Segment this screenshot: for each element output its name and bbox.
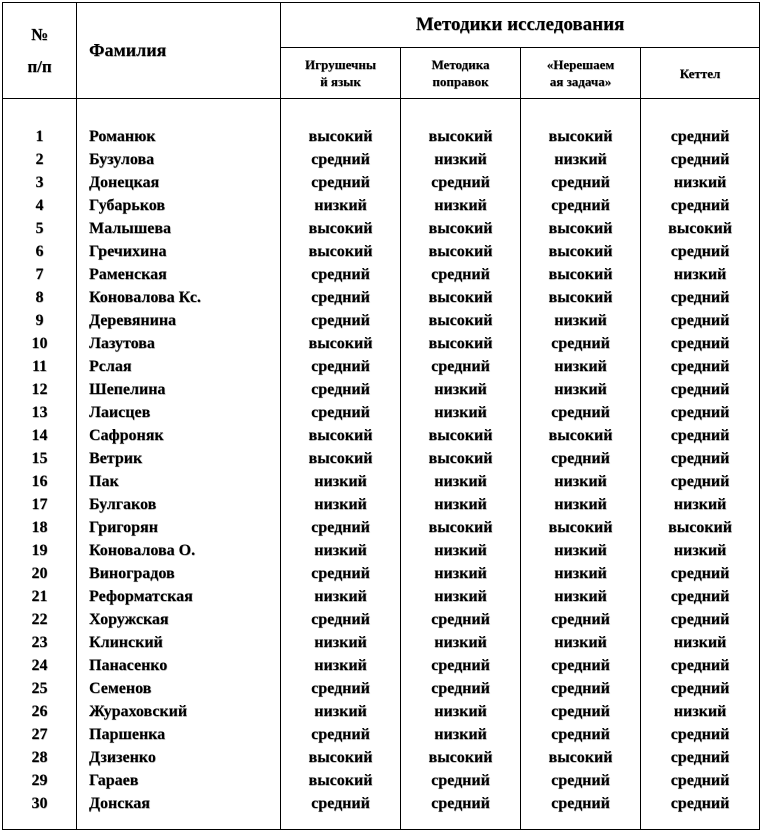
row-corrections-level: низкий [434, 565, 487, 582]
row-cattell-level: низкий [673, 496, 727, 513]
row-corrections-level: средний [431, 795, 490, 812]
row-surname: Лаисцев [89, 404, 151, 421]
row-corrections-level: средний [431, 174, 490, 191]
document-page [2, 2, 759, 830]
row-corrections-level: низкий [434, 473, 487, 490]
row-corrections-level: низкий [434, 703, 487, 720]
row-toy-language-level: высокий [308, 335, 373, 352]
row-surname: Деревянина [89, 312, 177, 329]
header-number-line2: п/п [27, 56, 52, 76]
row-surname: Хоружская [89, 611, 169, 628]
row-surname: Донецкая [89, 174, 160, 191]
row-surname: Сафроняк [89, 427, 164, 444]
row-unsolvable-task-level: средний [551, 680, 610, 697]
row-toy-language-level: низкий [314, 197, 367, 214]
row-toy-language-level: низкий [314, 703, 367, 720]
row-cattell-level: средний [670, 404, 730, 421]
row-surname: Лазутова [89, 335, 155, 352]
row-corrections-level: средний [431, 358, 490, 375]
row-number: 13 [31, 404, 48, 421]
row-cattell-level: средний [670, 335, 730, 352]
row-toy-language-level: средний [311, 565, 370, 582]
row-unsolvable-task-level: высокий [548, 220, 613, 237]
row-number: 30 [31, 795, 48, 812]
row-number: 8 [35, 289, 44, 306]
row-corrections-level: средний [431, 772, 490, 789]
header-methods-group: Методики исследования [281, 3, 760, 48]
row-number: 22 [31, 611, 48, 628]
row-corrections-level: низкий [434, 381, 487, 398]
column-corrections [401, 99, 521, 830]
row-unsolvable-task-level: высокий [548, 289, 613, 306]
row-surname: Рслая [89, 358, 132, 375]
row-toy-language-level: низкий [314, 634, 367, 651]
row-cattell-level: средний [670, 795, 730, 812]
row-unsolvable-task-level: высокий [548, 427, 613, 444]
row-number: 6 [35, 243, 44, 260]
row-surname: Коновалова О. [89, 542, 196, 559]
row-surname: Семенов [89, 680, 152, 697]
row-toy-language-level: высокий [308, 749, 373, 766]
row-unsolvable-task-level: средний [551, 703, 610, 720]
row-corrections-level: низкий [434, 726, 487, 743]
row-unsolvable-task-level: высокий [548, 128, 613, 145]
row-unsolvable-task-level: низкий [554, 381, 607, 398]
column-number [3, 99, 77, 830]
row-cattell-level: средний [670, 588, 730, 605]
row-corrections-level: высокий [428, 427, 493, 444]
row-surname: Ветрик [89, 450, 143, 467]
row-surname: Жураховский [89, 703, 188, 720]
row-number: 29 [31, 772, 48, 789]
row-cattell-level: средний [670, 473, 730, 490]
row-toy-language-level: средний [311, 266, 370, 283]
row-number: 27 [31, 726, 48, 743]
row-cattell-level: низкий [673, 634, 727, 651]
row-surname: Гараев [89, 772, 139, 789]
row-surname: Клинский [89, 634, 163, 651]
row-number: 23 [31, 634, 48, 651]
row-toy-language-level: средний [311, 289, 370, 306]
header-method-line: «Нерешаем [546, 57, 615, 72]
row-corrections-level: высокий [428, 312, 493, 329]
row-cattell-level: средний [670, 427, 730, 444]
row-corrections-level: высокий [428, 450, 493, 467]
row-toy-language-level: высокий [308, 427, 373, 444]
row-unsolvable-task-level: средний [551, 450, 610, 467]
row-toy-language-level: средний [311, 611, 370, 628]
row-number: 26 [31, 703, 48, 720]
row-cattell-level: средний [670, 565, 730, 582]
row-toy-language-level: средний [311, 680, 370, 697]
row-corrections-level: высокий [428, 128, 493, 145]
row-unsolvable-task-level: низкий [554, 151, 607, 168]
row-surname: Булгаков [89, 496, 157, 513]
row-corrections-level: средний [431, 680, 490, 697]
row-cattell-level: средний [670, 611, 730, 628]
row-corrections-level: низкий [434, 197, 487, 214]
row-number: 15 [31, 450, 48, 467]
row-cattell-level: высокий [668, 519, 732, 536]
row-surname: Пак [89, 473, 119, 490]
row-corrections-level: низкий [434, 542, 487, 559]
row-number: 14 [31, 427, 48, 444]
row-toy-language-level: низкий [314, 496, 367, 513]
row-unsolvable-task-level: средний [551, 404, 610, 421]
row-unsolvable-task-level: средний [551, 611, 610, 628]
row-cattell-level: низкий [673, 174, 727, 191]
row-surname: Раменская [89, 266, 167, 283]
row-corrections-level: высокий [428, 749, 493, 766]
row-number: 16 [31, 473, 48, 490]
row-cattell-level: средний [670, 772, 730, 789]
row-corrections-level: низкий [434, 588, 487, 605]
row-cattell-level: высокий [668, 220, 732, 237]
row-number: 4 [35, 197, 44, 214]
row-surname: Бузулова [89, 151, 155, 168]
row-number: 20 [31, 565, 48, 582]
row-corrections-level: высокий [428, 220, 493, 237]
row-toy-language-level: средний [311, 381, 370, 398]
row-surname: Гречихина [89, 243, 167, 260]
header-method-toy-language [281, 48, 401, 99]
row-unsolvable-task-level: средний [551, 335, 610, 352]
row-unsolvable-task-level: низкий [554, 588, 607, 605]
row-number: 24 [31, 657, 48, 674]
row-cattell-level: средний [670, 312, 730, 329]
column-unsolvable-task [521, 99, 641, 830]
row-surname: Виноградов [89, 565, 175, 582]
row-unsolvable-task-level: средний [551, 174, 610, 191]
row-unsolvable-task-level: низкий [554, 473, 607, 490]
row-surname: Романюк [89, 128, 156, 145]
row-surname: Губарьков [89, 197, 165, 214]
row-toy-language-level: низкий [314, 542, 367, 559]
header-number-line1: № [30, 24, 49, 44]
column-cattell [641, 99, 760, 830]
row-corrections-level: высокий [428, 289, 493, 306]
row-unsolvable-task-level: низкий [554, 358, 607, 375]
row-unsolvable-task-level: низкий [554, 565, 607, 582]
row-number: 28 [31, 749, 48, 766]
row-cattell-level: средний [670, 128, 730, 145]
header-number [3, 3, 77, 99]
row-toy-language-level: высокий [308, 220, 373, 237]
row-number: 3 [35, 174, 44, 191]
row-toy-language-level: низкий [314, 588, 367, 605]
row-cattell-level: средний [670, 243, 730, 260]
row-toy-language-level: средний [311, 795, 370, 812]
row-cattell-level: средний [670, 657, 730, 674]
row-toy-language-level: высокий [308, 243, 373, 260]
row-corrections-level: низкий [434, 634, 487, 651]
row-unsolvable-task-level: высокий [548, 243, 613, 260]
header-method-line: поправок [432, 74, 489, 89]
row-toy-language-level: средний [311, 404, 370, 421]
row-toy-language-level: высокий [308, 450, 373, 467]
results-table [2, 2, 760, 830]
row-number: 18 [31, 519, 48, 536]
row-corrections-level: средний [431, 657, 490, 674]
row-toy-language-level: средний [311, 358, 370, 375]
row-cattell-level: средний [670, 151, 730, 168]
row-toy-language-level: низкий [314, 473, 367, 490]
header-method-line: ая задача» [549, 74, 612, 89]
row-surname: Григорян [89, 519, 158, 536]
row-corrections-level: низкий [434, 404, 487, 421]
header-method-line: й язык [320, 74, 361, 89]
header-method-line: Методика [431, 57, 490, 72]
row-cattell-level: низкий [673, 542, 727, 559]
row-unsolvable-task-level: средний [551, 657, 610, 674]
row-surname: Паршенка [89, 726, 166, 743]
row-cattell-level: средний [670, 450, 730, 467]
row-corrections-level: низкий [434, 496, 487, 513]
row-unsolvable-task-level: средний [551, 726, 610, 743]
header-method-corrections [401, 48, 521, 99]
column-surname [77, 99, 281, 830]
row-unsolvable-task-level: низкий [554, 542, 607, 559]
row-cattell-level: средний [670, 726, 730, 743]
row-number: 9 [35, 312, 44, 329]
row-surname: Панасенко [89, 657, 168, 674]
row-unsolvable-task-level: высокий [548, 519, 613, 536]
row-unsolvable-task-level: средний [551, 772, 610, 789]
row-number: 19 [31, 542, 48, 559]
row-toy-language-level: средний [311, 726, 370, 743]
row-toy-language-level: средний [311, 519, 370, 536]
row-surname: Шепелина [89, 381, 166, 398]
header-method-cattell [641, 48, 760, 99]
row-unsolvable-task-level: низкий [554, 496, 607, 513]
header-surname: Фамилия [77, 3, 281, 99]
row-cattell-level: средний [670, 381, 730, 398]
row-unsolvable-task-level: высокий [548, 266, 613, 283]
row-cattell-level: средний [670, 197, 730, 214]
row-cattell-level: средний [670, 358, 730, 375]
row-surname: Дзизенко [89, 749, 156, 766]
row-number: 5 [35, 220, 44, 237]
row-surname: Донская [89, 795, 150, 812]
row-unsolvable-task-level: низкий [554, 634, 607, 651]
row-number: 25 [31, 680, 48, 697]
header-method-line: Игрушечны [305, 57, 376, 72]
row-number: 17 [31, 496, 48, 513]
row-cattell-level: средний [670, 289, 730, 306]
row-corrections-level: высокий [428, 335, 493, 352]
row-corrections-level: средний [431, 266, 490, 283]
column-toy-language [281, 99, 401, 830]
row-number: 21 [31, 588, 48, 605]
row-surname: Реформатская [89, 588, 193, 605]
row-number: 7 [35, 266, 44, 283]
row-corrections-level: низкий [434, 151, 487, 168]
row-corrections-level: средний [431, 611, 490, 628]
row-corrections-level: высокий [428, 243, 493, 260]
row-number: 10 [31, 335, 48, 352]
row-toy-language-level: высокий [308, 772, 373, 789]
row-surname: Коновалова Кс. [89, 289, 201, 306]
row-toy-language-level: высокий [308, 128, 373, 145]
row-cattell-level: средний [670, 749, 730, 766]
row-toy-language-level: средний [311, 312, 370, 329]
row-toy-language-level: средний [311, 151, 370, 168]
row-number: 11 [31, 358, 48, 375]
row-cattell-level: низкий [673, 703, 727, 720]
row-toy-language-level: средний [311, 174, 370, 191]
row-unsolvable-task-level: низкий [554, 312, 607, 329]
row-unsolvable-task-level: высокий [548, 749, 613, 766]
row-cattell-level: низкий [673, 266, 727, 283]
row-unsolvable-task-level: средний [551, 795, 610, 812]
row-number: 2 [35, 151, 44, 168]
row-number: 1 [35, 128, 44, 145]
row-number: 12 [31, 381, 48, 398]
header-method-line: Кеттел [679, 65, 721, 81]
row-cattell-level: средний [670, 680, 730, 697]
header-method-unsolvable-task [521, 48, 641, 99]
row-corrections-level: высокий [428, 519, 493, 536]
row-surname: Малышева [89, 220, 171, 237]
row-unsolvable-task-level: средний [551, 197, 610, 214]
row-toy-language-level: низкий [314, 657, 367, 674]
